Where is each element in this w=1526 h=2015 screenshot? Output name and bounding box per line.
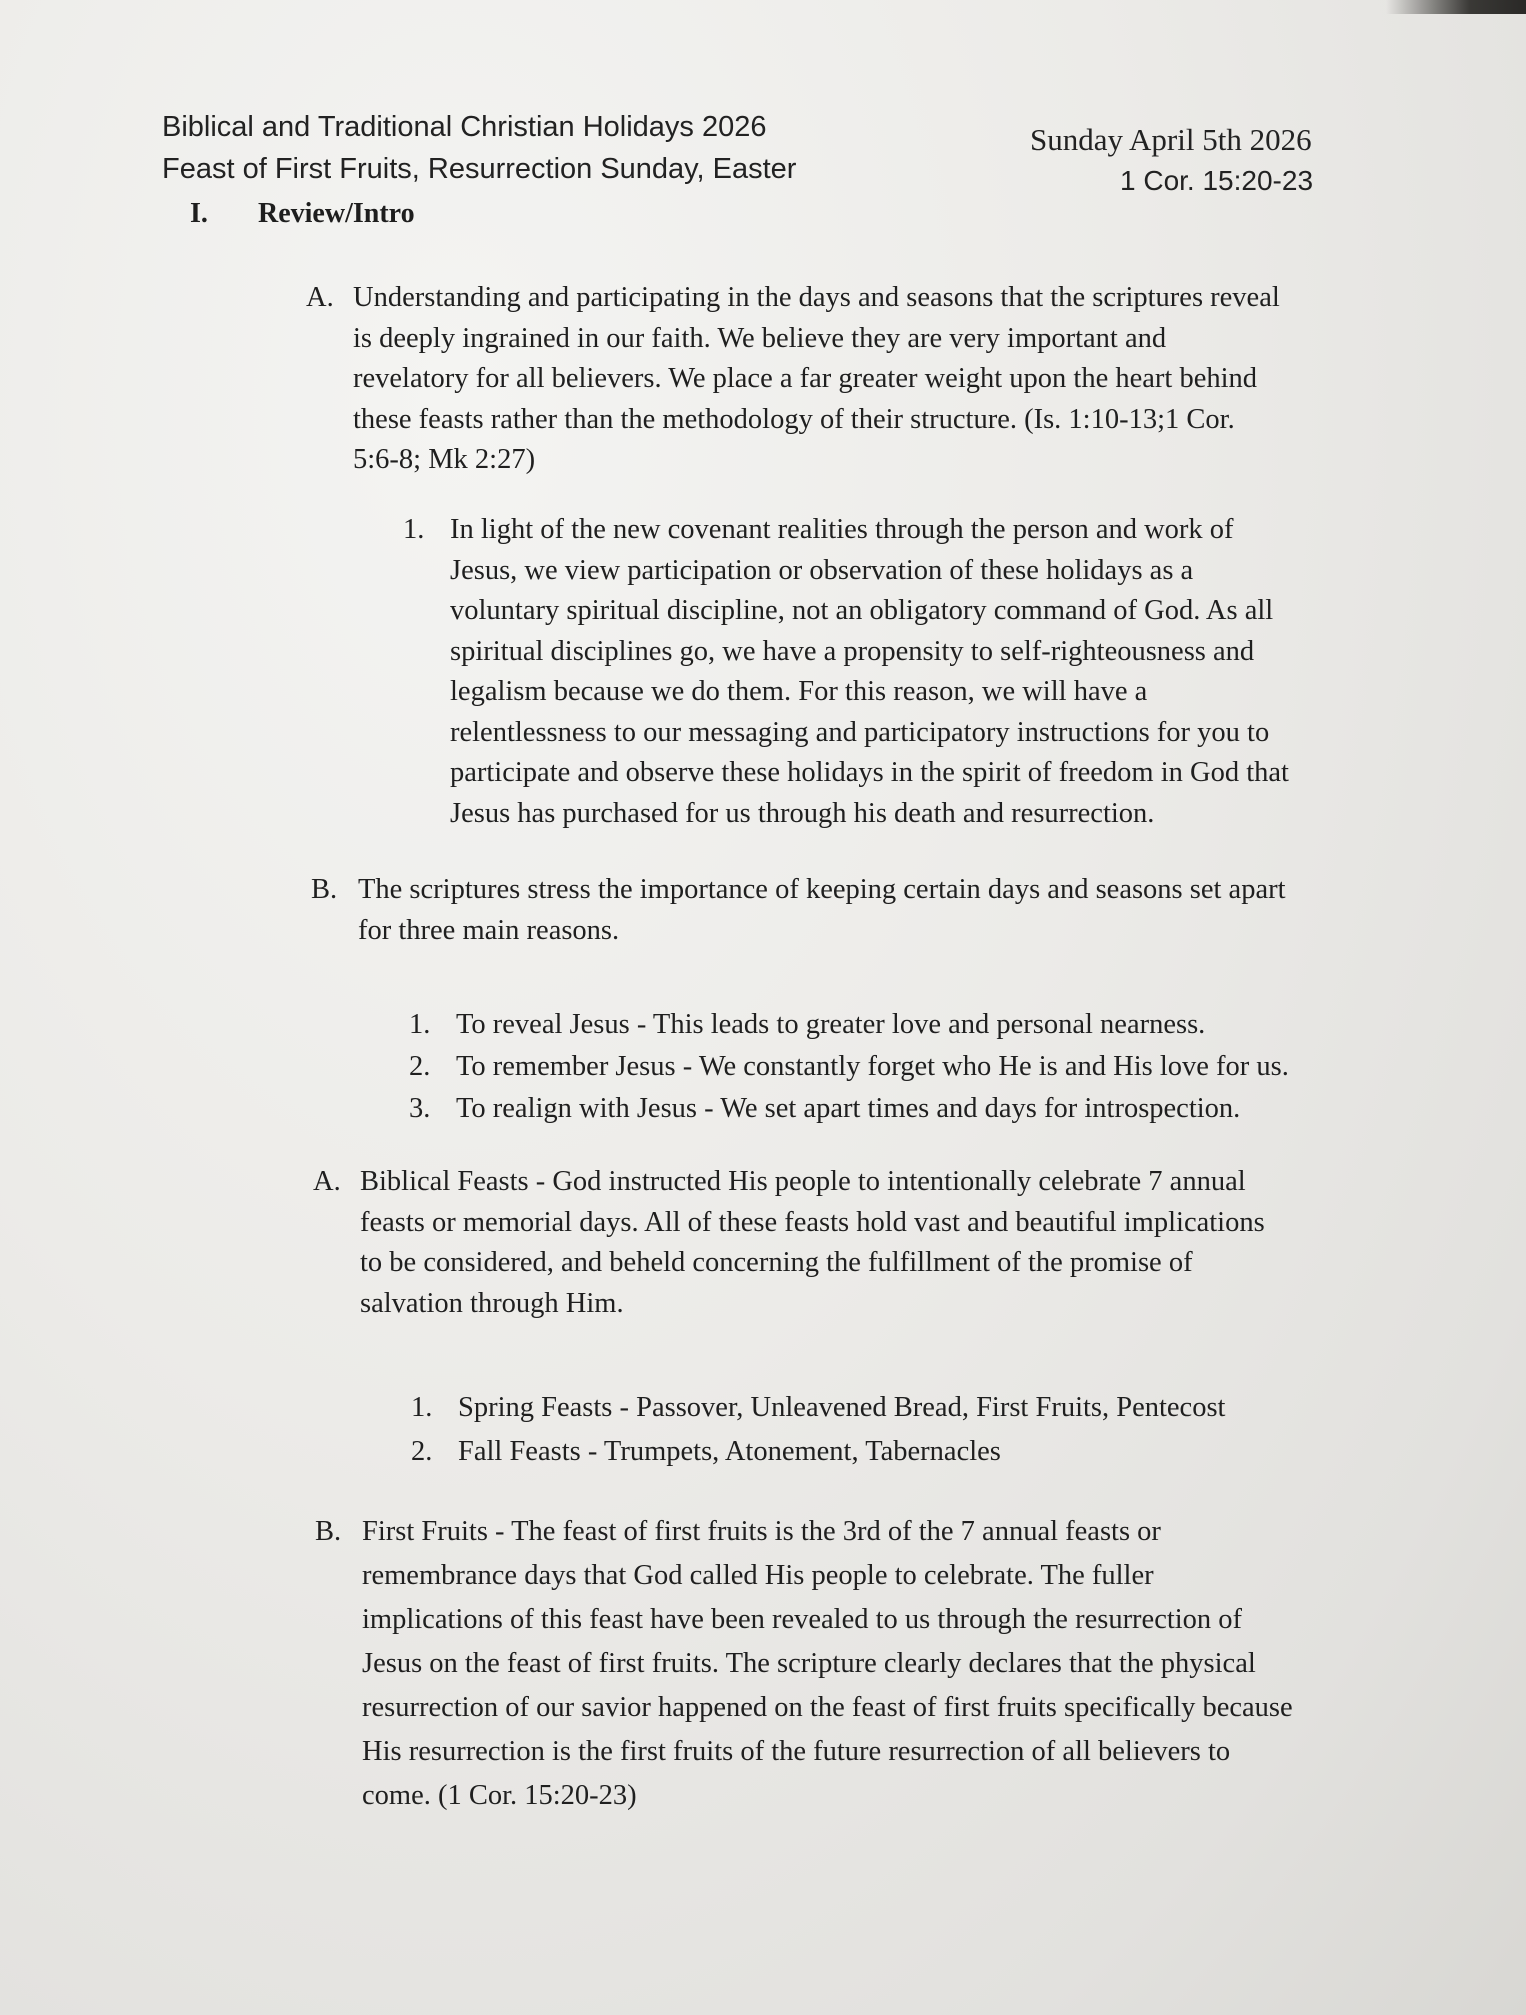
outline-marker: A.: [306, 282, 334, 313]
feast-item-fall: [411, 1432, 1001, 1472]
reason-item-realign: [409, 1089, 1241, 1129]
outline-marker: 1.: [411, 1392, 433, 1423]
paragraph-line: participate and observe these holidays in the spirit of freedom in God that: [450, 757, 1289, 788]
outline-marker: 1.: [409, 1009, 431, 1040]
paragraph-line: First Fruits - The feast of first fruits is the 3rd of the 7 annual feasts or: [362, 1516, 1161, 1547]
feast-item-spring: [411, 1388, 1226, 1428]
outline-item-a-biblical-feasts: [313, 1162, 1400, 1324]
document-title-line-2: Feast of First Fruits, Resurrection Sunday, Easter: [162, 153, 797, 185]
paragraph-line: remembrance days that God called His people to celebrate. The fuller: [362, 1560, 1154, 1591]
outline-item-b-three-reasons: [311, 870, 1398, 951]
paragraph-line: 5:6-8; Mk 2:27): [353, 444, 536, 475]
paragraph-line: revelatory for all believers. We place a far greater weight upon the heart behind: [353, 363, 1258, 394]
list-item-text: Spring Feasts - Passover, Unleavened Bread, First Fruits, Pentecost: [458, 1392, 1226, 1423]
paragraph-line: His resurrection is the first fruits of the future resurrection of all believers to: [362, 1736, 1231, 1767]
list-item-text: To reveal Jesus - This leads to greater love and personal nearness.: [456, 1009, 1206, 1040]
paragraph-line: these feasts rather than the methodology of their structure. (Is. 1:10-13;1 Cor.: [353, 403, 1235, 435]
outline-marker: B.: [311, 874, 338, 905]
paragraph-line: Jesus on the feast of first fruits. The scripture clearly declares that the physical: [362, 1648, 1256, 1679]
paragraph-line: is deeply ingrained in our faith. We believe they are very important and: [353, 322, 1167, 354]
outline-marker: 2.: [409, 1051, 431, 1082]
paragraph-line: relentlessness to our messaging and participatory instructions for you to: [450, 716, 1270, 748]
list-item-text: To realign with Jesus - We set apart times and days for introspection.: [456, 1093, 1241, 1124]
section-title: Review/Intro: [258, 198, 415, 229]
paragraph-line: spiritual disciplines go, we have a propensity to self-righteousness and: [450, 635, 1255, 667]
reason-item-remember: [409, 1047, 1289, 1087]
paragraph-line: resurrection of our savior happened on the feast of first fruits specifically because: [362, 1692, 1293, 1723]
reason-item-reveal: [409, 1005, 1206, 1045]
paragraph-line: legalism because we do them. For this reason, we will have a: [450, 676, 1148, 707]
list-item-text: To remember Jesus - We constantly forget who He is and His love for us.: [456, 1051, 1289, 1082]
page-edge-shadow: [1386, 0, 1526, 14]
paragraph-line: voluntary spiritual discipline, not an obligatory command of God. As all: [450, 595, 1274, 626]
outline-marker: B.: [315, 1516, 342, 1547]
document-title-block: [162, 106, 796, 190]
paragraph-line: Jesus has purchased for us through his death and resurrection.: [450, 797, 1155, 829]
outline-item-a-understanding: [306, 278, 1383, 481]
document-date: Sunday April 5th 2026: [1030, 122, 1312, 157]
paragraph-line: Biblical Feasts - God instructed His people to intentionally celebrate 7 annual: [360, 1166, 1246, 1197]
paragraph-line: The scriptures stress the importance of keeping certain days and seasons set apart: [358, 874, 1286, 905]
paragraph-line: come. (1 Cor. 15:20-23): [362, 1780, 637, 1811]
outline-marker: 1.: [403, 514, 425, 545]
section-heading: [190, 194, 415, 234]
outline-item-b-first-fruits: [315, 1510, 1422, 1818]
section-number: I.: [190, 198, 208, 229]
scripture-reference: 1 Cor. 15:20-23: [1120, 165, 1314, 196]
outline-marker: A.: [313, 1166, 341, 1197]
outline-item-1-new-covenant: [403, 510, 1380, 834]
paragraph-line: for three main reasons.: [358, 914, 620, 946]
paragraph-line: feasts or memorial days. All of these feasts hold vast and beautiful implications: [360, 1206, 1265, 1238]
document-title-line-1: Biblical and Traditional Christian Holidays 2026: [162, 111, 767, 143]
paragraph-line: implications of this feast have been revealed to us through the resurrection of: [362, 1604, 1243, 1635]
list-item-text: Fall Feasts - Trumpets, Atonement, Tabernacles: [458, 1436, 1001, 1467]
paragraph-line: to be considered, and beheld concerning the fulfillment of the promise of: [360, 1247, 1193, 1278]
paragraph-line: salvation through Him.: [360, 1287, 624, 1319]
paragraph-line: Understanding and participating in the days and seasons that the scriptures reveal: [353, 282, 1280, 313]
outline-marker: 2.: [411, 1436, 433, 1467]
outline-marker: 3.: [409, 1093, 431, 1124]
paragraph-line: Jesus, we view participation or observation of these holidays as a: [450, 554, 1194, 586]
paragraph-line: In light of the new covenant realities through the person and work of: [450, 514, 1234, 545]
